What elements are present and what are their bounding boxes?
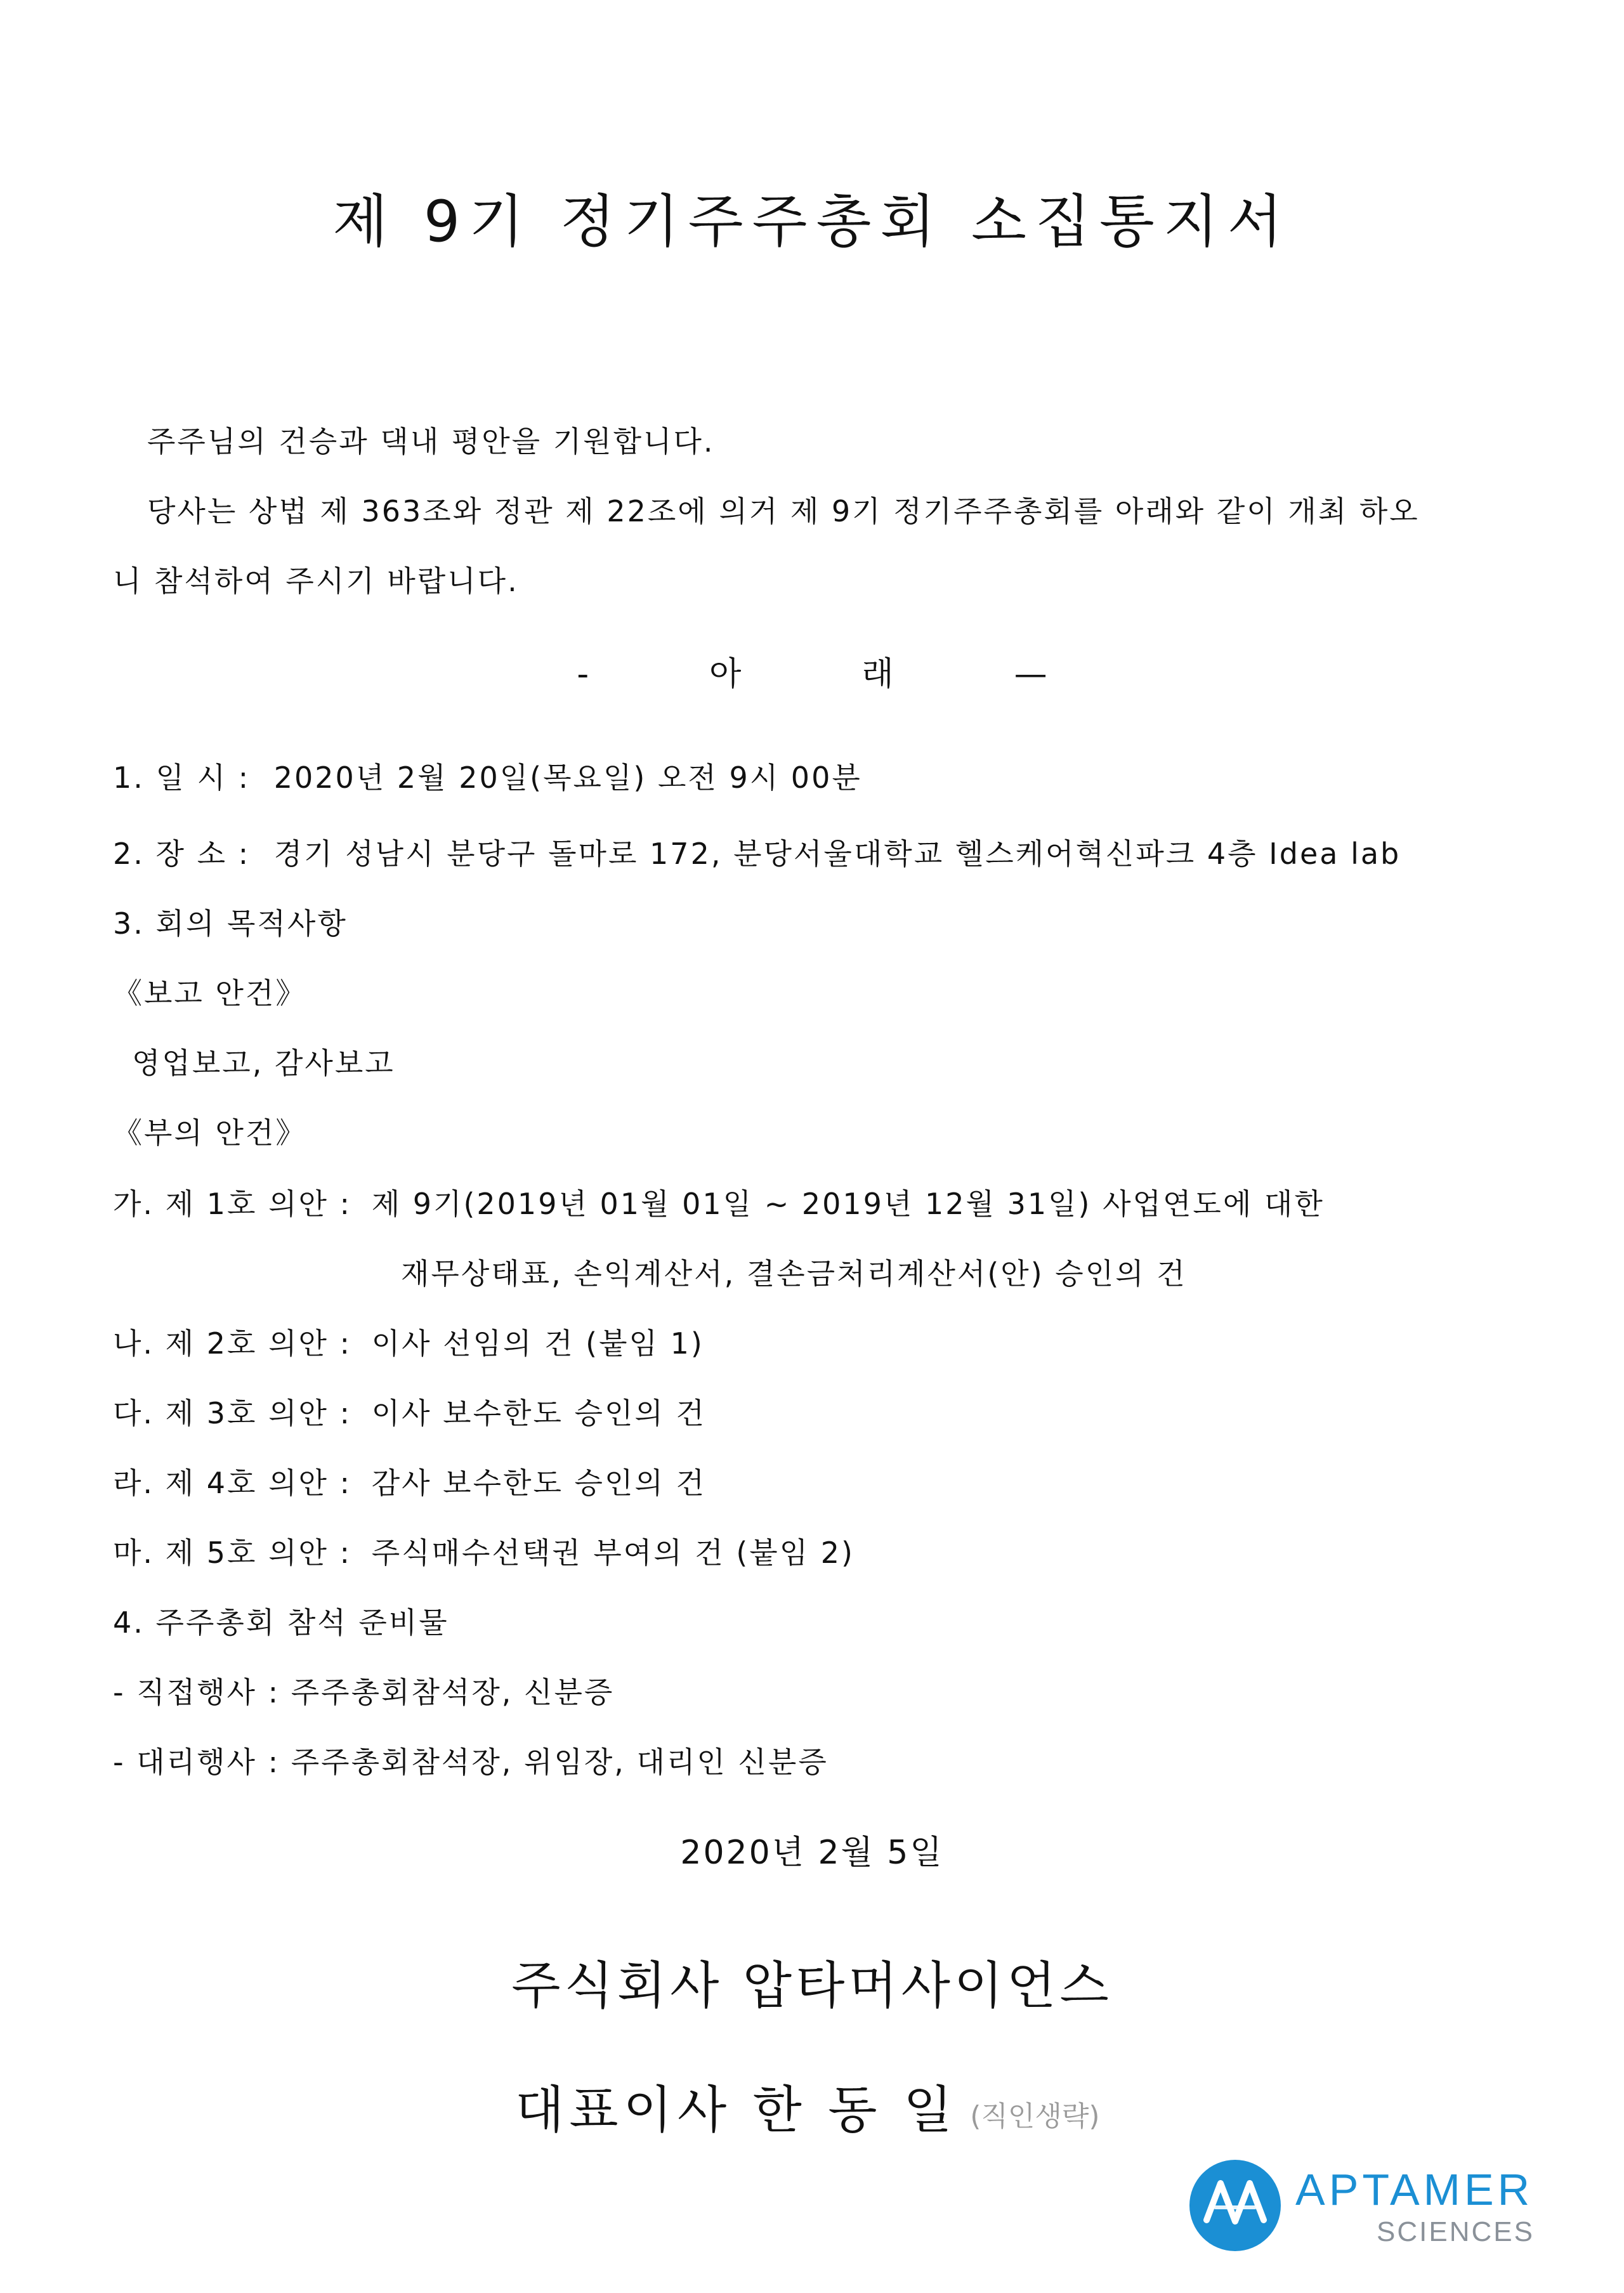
prep-item-direct: - 직접행사 : 주주총회참석장, 신분증 [113,1675,615,1709]
report-heading: 《보고 안건》 [113,976,307,1010]
place-value: 경기 성남시 분당구 돌마로 172, 분당서울대학교 헬스케어혁신파크 4층 Idea lab [273,837,1401,871]
agenda-item [113,1530,855,1572]
greeting: 주주님의 건승과 댁내 평안을 기원합니다. [147,424,715,459]
purpose-label: 3. 회의 목적사항 [113,906,348,941]
agenda-item [113,1181,1325,1223]
agenda-text: 주식매수선택권 부여의 건 (붙임 2) [371,1536,855,1570]
prep-item-proxy: - 대리행사 : 주주총회참석장, 위임장, 대리인 신분증 [113,1745,828,1779]
datetime-label: 1. 일 시 : [113,761,251,795]
agenda-label: 마. 제 5호 의안 : [113,1536,352,1570]
agenda-text: 이사 보수한도 승인의 건 [371,1396,706,1430]
datetime-row [113,755,862,797]
aptamer-logo-icon [1188,2158,1283,2253]
company-logo [1188,2155,1543,2257]
agenda-item [113,1460,706,1502]
place-label: 2. 장 소 : [113,837,251,871]
intro-line-1: 당사는 상법 제 363조와 정관 제 22조에 의거 제 9기 정기주주총회를 아래와 같이 개최 하오 [147,494,1420,528]
below-heading-a: 아 [709,655,742,693]
seal-note: (직인생략) [970,2100,1100,2133]
agenda-item-continued: 재무상태표, 손익계산서, 결손금처리계산서(안) 승인의 건 [401,1257,1187,1291]
agenda-label: 나. 제 2호 의안 : [113,1326,352,1361]
agenda-label: 라. 제 4호 의안 : [113,1466,352,1500]
prep-label: 4. 주주총회 참석 준비물 [113,1605,449,1640]
ceo-signature [515,2069,1100,2142]
below-heading-end: — [1014,655,1047,693]
report-items: 영업보고, 감사보고 [132,1046,395,1080]
logo-wordmark: APTAMER [1295,2165,1534,2214]
company-name: 주식회사 압타머사이언스 [511,1956,1113,2015]
below-heading [0,647,1624,695]
agenda-item [113,1390,706,1432]
agenda-text: 감사 보수한도 승인의 건 [371,1466,706,1500]
agenda-label: 가. 제 1호 의안 : [113,1187,352,1221]
intro-line-2: 니 참석하여 주시기 바랍니다. [113,564,519,598]
document-title: 제 9기 정기주주총회 소집통지서 [332,188,1292,255]
agenda-item [113,1321,704,1362]
agenda-label: 다. 제 3호 의안 : [113,1396,352,1430]
notice-date: 2020년 2월 5일 [680,1834,944,1872]
datetime-value: 2020년 2월 20일(목요일) 오전 9시 00분 [273,761,862,795]
logo-subtitle: SCIENCES [1377,2216,1535,2247]
below-heading-rae: 래 [861,655,894,693]
resolution-heading: 《부의 안건》 [113,1116,307,1150]
place-row [113,831,1401,873]
agenda-text: 제 9기(2019년 01월 01일 ~ 2019년 12월 31일) 사업연도에 대한 [371,1187,1325,1221]
agenda-text: 이사 선임의 건 (붙임 1) [371,1326,704,1361]
ceo-name: 대표이사 한 동 일 [515,2081,958,2139]
below-heading-dash: - [577,655,589,693]
